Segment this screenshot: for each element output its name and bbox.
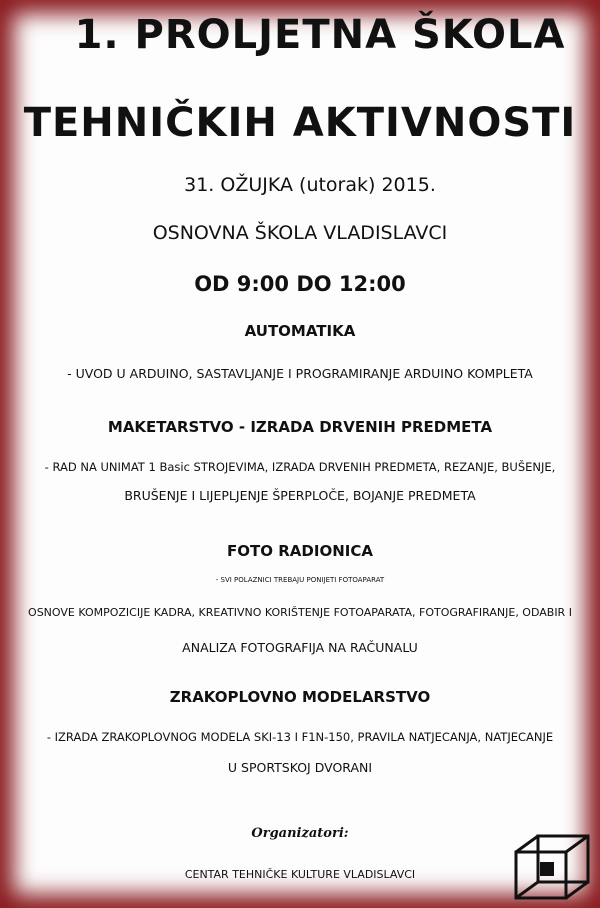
cube-logo-icon bbox=[512, 832, 592, 902]
section-heading-zrakoplovno: ZRAKOPLOVNO MODELARSTVO bbox=[169, 688, 431, 706]
section-text-zrakoplovno-2: U SPORTSKOJ DVORANI bbox=[227, 760, 373, 775]
section-text-foto-1: OSNOVE KOMPOZICIJE KADRA, KREATIVNO KORIŠTENJE FOTOAPARATA, FOTOGRAFIRANJE, ODABIR I bbox=[28, 606, 572, 619]
section-heading-foto: FOTO RADIONICA bbox=[227, 542, 373, 560]
section-note-foto: - SVI POLAZNICI TREBAJU PONIJETI FOTOAPARAT bbox=[215, 576, 385, 584]
section-heading-maketarstvo: MAKETARSTVO - IZRADA DRVENIH PREDMETA bbox=[107, 418, 493, 436]
organizers-name: CENTAR TEHNIČKE KULTURE VLADISLAVCI bbox=[184, 868, 416, 881]
event-time: OD 9:00 DO 12:00 bbox=[194, 272, 406, 296]
section-text-foto-2: ANALIZA FOTOGRAFIJA NA RAČUNALU bbox=[182, 640, 418, 655]
section-text-maketarstvo-2: BRUŠENJE I LIJEPLJENJE ŠPERPLOČE, BOJANJE PREDMETA bbox=[124, 488, 476, 503]
section-text-zrakoplovno-1: - IZRADA ZRAKOPLOVNOG MODELA SKI-13 I F1N-150, PRAVILA NATJECANJA, NATJECANJE bbox=[46, 730, 554, 744]
event-date: 31. OŽUJKA (utorak) 2015. bbox=[184, 174, 436, 196]
section-heading-automatika: AUTOMATIKA bbox=[244, 322, 356, 340]
event-location: OSNOVNA ŠKOLA VLADISLAVCI bbox=[152, 222, 448, 244]
section-text-maketarstvo-1: - RAD NA UNIMAT 1 Basic STROJEVIMA, IZRADA DRVENIH PREDMETA, REZANJE, BUŠENJE, bbox=[44, 460, 556, 474]
title-line-1: 1. PROLJETNA ŠKOLA bbox=[74, 12, 566, 58]
section-text-automatika: - UVOD U ARDUINO, SASTAVLJANJE I PROGRAMIRANJE ARDUINO KOMPLETA bbox=[67, 366, 533, 381]
title-line-2: TEHNIČKIH AKTIVNOSTI bbox=[23, 100, 577, 146]
organizers-label: Organizatori: bbox=[251, 826, 349, 841]
